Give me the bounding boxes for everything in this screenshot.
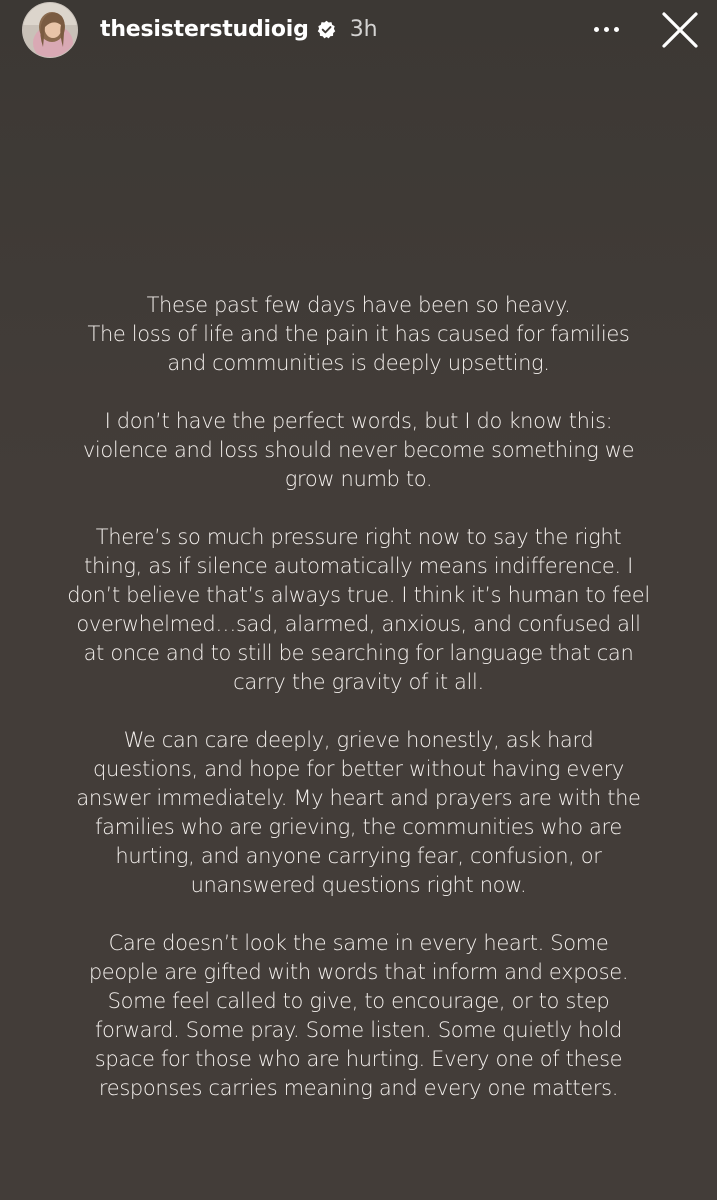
story-text-line: overwhelmed…sad, alarmed, anxious, and confused all: [76, 612, 641, 636]
close-button[interactable]: [660, 10, 700, 50]
more-dot: [614, 27, 619, 32]
story-text-line: at once and to still be searching for language that can: [83, 641, 634, 665]
story-text-line: violence and loss should never become something we: [82, 438, 635, 462]
close-icon: [660, 10, 700, 50]
avatar-image: [23, 3, 78, 58]
story-text-line: grow numb to.: [284, 467, 433, 491]
story-text-line: responses carries meaning and every one matters.: [98, 1076, 619, 1100]
story-paragraph: [20, 929, 697, 1103]
story-text-line: These past few days have been so heavy.: [146, 293, 571, 317]
more-options-button[interactable]: [584, 14, 628, 44]
story-text-line: answer immediately. My heart and prayers are with the: [76, 786, 641, 810]
story-text-line: and communities is deeply upsetting.: [167, 351, 550, 375]
username[interactable]: thesisterstudioig: [100, 16, 309, 42]
profile-avatar[interactable]: [22, 2, 78, 58]
story-text-line: forward. Some pray. Some listen. Some quietly hold: [95, 1018, 622, 1042]
story-paragraph: [20, 291, 697, 378]
story-text-line: We can care deeply, grieve honestly, ask hard: [123, 728, 594, 752]
story-text-line: space for those who are hurting. Every one of these: [94, 1047, 623, 1071]
story-text-line: The loss of life and the pain it has caused for families: [87, 322, 630, 346]
story-text: [20, 291, 697, 1103]
story-paragraph: [20, 726, 697, 900]
story-text-line: Some feel called to give, to encourage, or to step: [107, 989, 610, 1013]
story-paragraph: [20, 523, 697, 697]
story-text-line: Care doesn’t look the same in every heart. Some: [108, 931, 609, 955]
story-text-line: questions, and hope for better without having every: [93, 757, 624, 781]
more-horizontal-icon: [594, 27, 599, 32]
story-text-line: thing, as if silence automatically means indifference. I: [84, 554, 633, 578]
story-text-line: don’t believe that’s always true. I think it’s human to feel: [67, 583, 650, 607]
story-text-line: I don’t have the perfect words, but I do know this:: [104, 409, 613, 433]
story-text-line: There’s so much pressure right now to say the right: [95, 525, 622, 549]
story-text-line: people are gifted with words that inform and expose.: [88, 960, 629, 984]
story-timestamp: 3h: [349, 16, 378, 42]
username-row: [100, 14, 378, 44]
story-text-line: unanswered questions right now.: [190, 873, 527, 897]
story-text-line: families who are grieving, the communities who are: [95, 815, 622, 839]
more-dot: [604, 27, 609, 32]
story-text-line: hurting, and anyone carrying fear, confusion, or: [115, 844, 602, 868]
verified-badge-icon: [317, 20, 336, 39]
story-paragraph: [20, 407, 697, 494]
story-header: [0, 0, 717, 60]
story-text-line: carry the gravity of it all.: [233, 670, 484, 694]
